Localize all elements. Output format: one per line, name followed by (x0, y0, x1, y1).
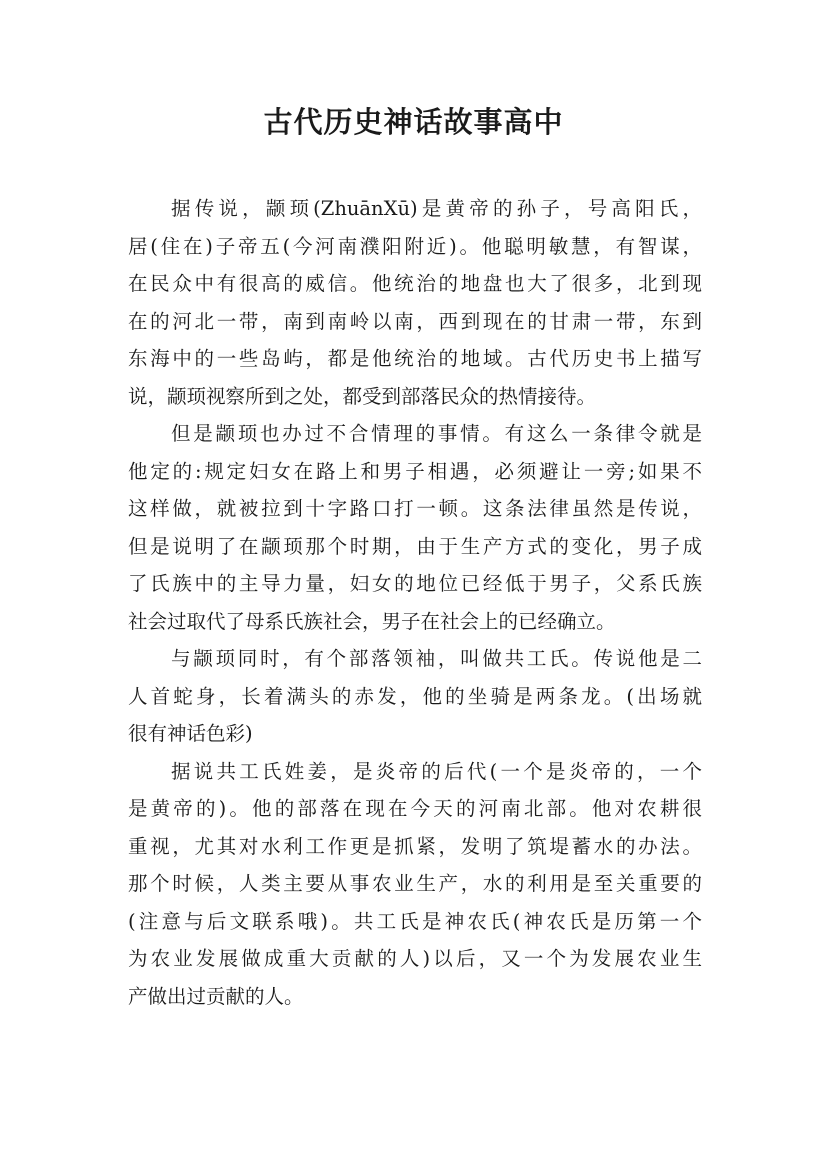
text-line: 他定的:规定妇女在路上和男子相遇，必须避让一旁;如果不 (128, 459, 702, 483)
text-line: 据说共工氏姓姜，是炎帝的后代(一个是炎帝的，一个 (171, 759, 702, 783)
text-line: 说，颛顼视察所到之处，都受到部落民众的热情接待。 (128, 384, 597, 408)
text-line: (注意与后文联系哦)。共工氏是神农氏(神农氏是历第一个 (128, 909, 702, 933)
text-line: 社会过取代了母系氏族社会，男子在社会上的已经确立。 (128, 609, 616, 633)
document-title: 古代历史神话故事高中 (263, 105, 564, 139)
text-line: 为农业发展做成重大贡献的人)以后，又一个为发展农业生 (128, 947, 702, 970)
text-line: 了氏族中的主导力量，妇女的地位已经低于男子，父系氏族 (128, 572, 702, 595)
text-line: 东海中的一些岛屿，都是他统治的地域。古代历史书上描写 (128, 347, 702, 370)
text-line: 重视，尤其对水利工作更是抓紧，发明了筑堤蓄水的办法。 (128, 834, 702, 858)
text-line: 产做出过贡献的人。 (128, 984, 304, 1008)
text-line: 人首蛇身，长着满头的赤发，他的坐骑是两条龙。(出场就 (128, 684, 702, 708)
text-line: 但是颛顼也办过不合情理的事情。有这么一条律令就是 (171, 422, 702, 445)
text-line: 在的河北一带，南到南岭以南，西到现在的甘肃一带，东到 (128, 309, 702, 333)
text-line: 这样做，就被拉到十字路口打一顿。这条法律虽然是传说， (128, 497, 702, 520)
document-body (128, 190, 702, 1015)
text-line: 居(住在)子帝五(今河南濮阳附近)。他聪明敏慧，有智谋， (128, 234, 702, 258)
text-line: 很有神话色彩) (128, 722, 253, 745)
text-line: 是黄帝的)。他的部落在现在今天的河南北部。他对农耕很 (128, 797, 702, 820)
text-line: 据传说，颛顼(ZhuānXū)是黄帝的孙子，号高阳氏， (171, 197, 702, 220)
text-line: 那个时候，人类主要从事农业生产，水的利用是至关重要的 (128, 872, 702, 895)
text-line: 与颛顼同时，有个部落领袖，叫做共工氏。传说他是二 (171, 647, 702, 670)
text-line: 但是说明了在颛顼那个时期，由于生产方式的变化，男子成 (128, 534, 702, 558)
text-line: 在民众中有很高的威信。他统治的地盘也大了很多，北到现 (128, 272, 702, 295)
